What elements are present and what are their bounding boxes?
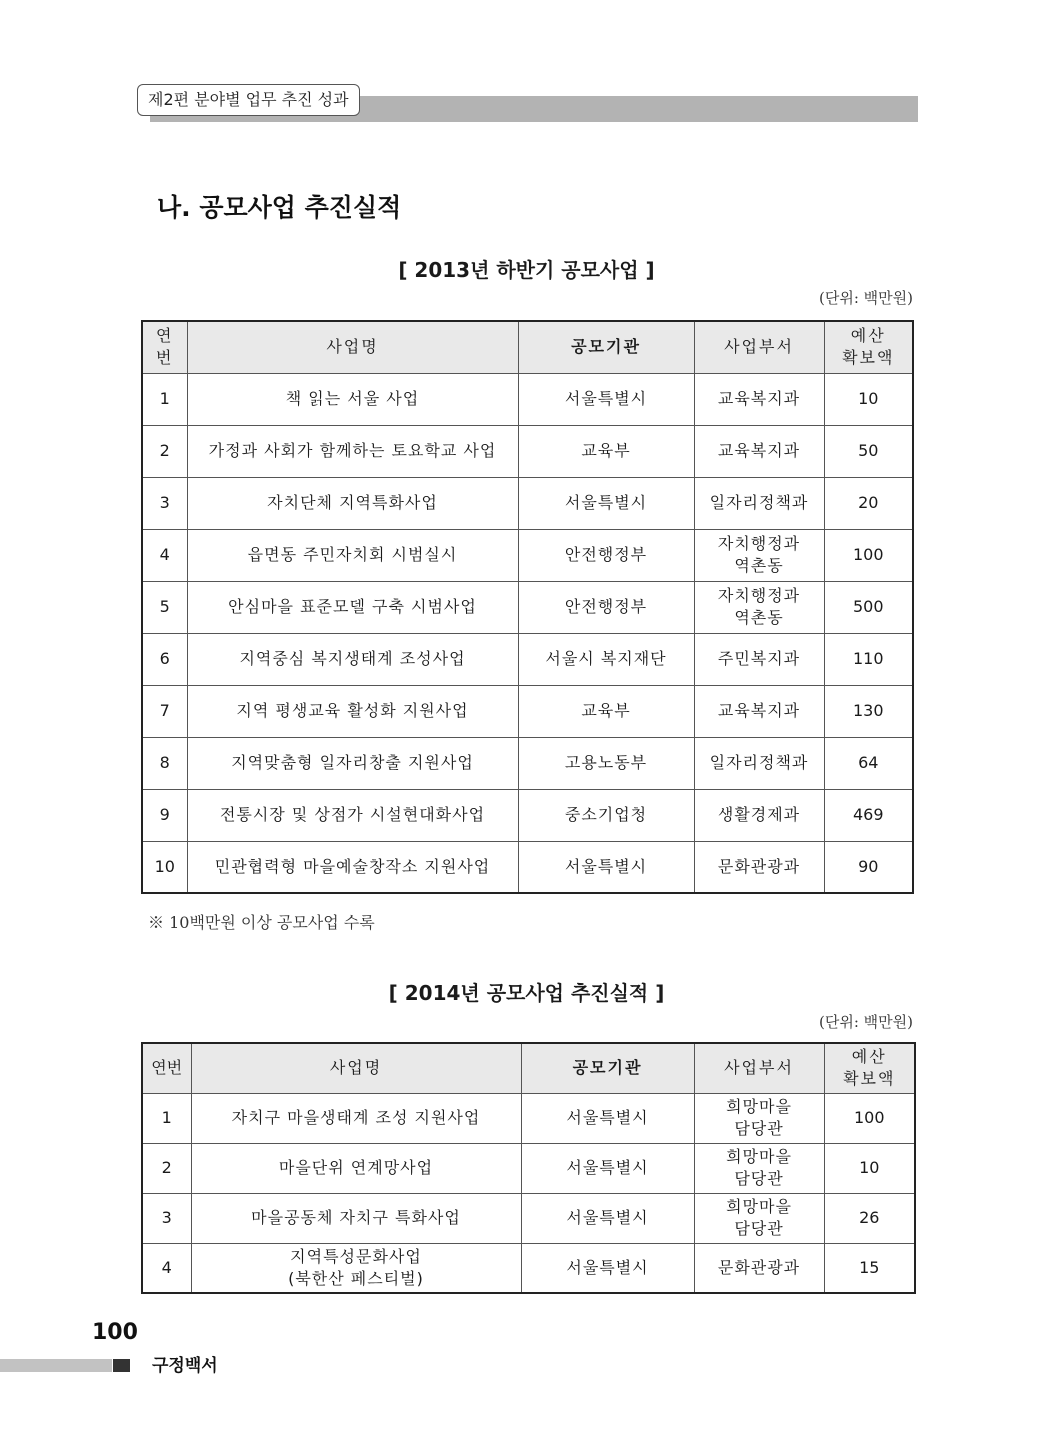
cell-no (142, 789, 187, 841)
table-row (142, 529, 913, 581)
cell-text: 서울특별시 (564, 389, 648, 408)
cell-text: 500 (852, 597, 884, 616)
cell-agency (521, 1143, 694, 1193)
cell-text: 110 (852, 649, 884, 668)
table-header-row (142, 321, 913, 373)
header-budget (824, 1043, 915, 1093)
table-title-2013: [ 2013년 하반기 공모사업 ] (398, 258, 655, 282)
cell-text: 1 (161, 1108, 172, 1127)
cell-text: 6 (159, 649, 170, 668)
cell-project (187, 633, 518, 685)
cell-text: 담당관 (734, 1169, 784, 1188)
page-number: 100 (92, 1320, 138, 1345)
cell-text: 100 (852, 545, 884, 564)
cell-budget (824, 1193, 915, 1243)
cell-project (187, 841, 518, 893)
cell-text: 10 (858, 389, 879, 408)
header-budget (824, 321, 913, 373)
footer-book-title: 구정백서 (152, 1356, 218, 1376)
cell-text: 서울특별시 (564, 856, 648, 876)
header-budget-line2: 확보액 (843, 1069, 896, 1089)
cell-agency (518, 789, 694, 841)
cell-budget (824, 529, 913, 581)
cell-no (142, 737, 187, 789)
cell-dept (694, 373, 824, 425)
cell-text: 9 (159, 805, 170, 824)
cell-text: 20 (858, 493, 879, 512)
table-header-row (142, 1043, 915, 1093)
cell-agency (518, 425, 694, 477)
cell-agency (518, 373, 694, 425)
cell-text: 역촌동 (734, 608, 784, 627)
table-row (142, 1193, 915, 1243)
cell-project (187, 373, 518, 425)
cell-dept (694, 789, 824, 841)
cell-text: 문화관광과 (717, 856, 801, 876)
cell-no (142, 1143, 191, 1193)
header-project: 사업명 (191, 1043, 521, 1093)
cell-no (142, 1243, 191, 1293)
cell-text: 자치행정과 (717, 534, 801, 553)
table-row (142, 841, 913, 893)
cell-dept (694, 425, 824, 477)
cell-text: 주민복지과 (717, 649, 801, 668)
cell-no (142, 685, 187, 737)
table-row (142, 685, 913, 737)
cell-budget (824, 477, 913, 529)
cell-agency (518, 685, 694, 737)
cell-budget (824, 633, 913, 685)
table-2014 (141, 1042, 916, 1294)
cell-budget (824, 373, 913, 425)
cell-text: 희망마을 (726, 1147, 792, 1166)
cell-text: 3 (161, 1208, 172, 1227)
cell-text: 마을단위 연계망사업 (278, 1158, 434, 1177)
table-2013 (141, 320, 914, 894)
cell-agency (521, 1093, 694, 1143)
cell-agency (521, 1193, 694, 1243)
cell-text: 안전행정부 (564, 545, 648, 564)
cell-text: 지역중심 복지생태계 조성사업 (239, 649, 466, 668)
cell-text: 가정과 사회가 함께하는 토요학교 사업 (208, 441, 497, 460)
table-row (142, 373, 913, 425)
cell-project (187, 789, 518, 841)
cell-text: 1 (159, 389, 170, 408)
cell-text: 희망마을 (726, 1097, 792, 1116)
cell-agency (518, 633, 694, 685)
cell-text: 담당관 (734, 1219, 784, 1238)
cell-no (142, 425, 187, 477)
cell-text: 마을공동체 자치구 특화사업 (251, 1208, 461, 1227)
cell-text: 교육복지과 (717, 701, 801, 720)
cell-text: 4 (161, 1257, 172, 1277)
cell-agency (518, 581, 694, 633)
cell-no (142, 633, 187, 685)
chapter-tab: 제2편 분야별 업무 추진 성과 (137, 84, 360, 116)
cell-no (142, 373, 187, 425)
cell-text: 서울특별시 (566, 1108, 649, 1127)
cell-no (142, 529, 187, 581)
section-title: 나. 공모사업 추진실적 (157, 193, 402, 222)
table-row (142, 789, 913, 841)
cell-text: 민관협력형 마을예술창작소 지원사업 (214, 856, 491, 876)
cell-dept (694, 633, 824, 685)
cell-text: 서울특별시 (564, 493, 648, 512)
cell-project (191, 1243, 521, 1293)
cell-project (191, 1193, 521, 1243)
table-row (142, 477, 913, 529)
cell-text: 2 (159, 441, 170, 460)
cell-dept (694, 1193, 824, 1243)
cell-text: 5 (159, 597, 170, 616)
unit-label-2013: (단위: 백만원) (819, 289, 913, 307)
cell-text: 7 (159, 701, 170, 720)
cell-text: 전통시장 및 상점가 시설현대화사업 (219, 805, 486, 824)
cell-project (187, 685, 518, 737)
cell-text: 읍면동 주민자치회 시범실시 (247, 545, 458, 564)
cell-text: 4 (159, 545, 170, 564)
cell-text: 자치구 마을생태계 조성 지원사업 (231, 1108, 481, 1127)
cell-dept (694, 529, 824, 581)
cell-text: 지역특성문화사업 (290, 1246, 422, 1266)
cell-no (142, 581, 187, 633)
header-agency: 공모기관 (518, 321, 694, 373)
header-no: 연번 (142, 1043, 191, 1093)
cell-text: 문화관광과 (717, 1257, 801, 1277)
cell-text: 64 (858, 753, 879, 772)
cell-budget (824, 1093, 915, 1143)
cell-text: 일자리정책과 (709, 493, 809, 512)
cell-dept (694, 1143, 824, 1193)
cell-text: 안심마을 표준모델 구축 시범사업 (228, 597, 477, 616)
cell-text: 역촌동 (734, 556, 784, 575)
note: ※ 10백만원 이상 공모사업 수록 (148, 913, 375, 932)
cell-text: 서울특별시 (566, 1208, 649, 1227)
cell-project (187, 581, 518, 633)
cell-text: 교육부 (581, 701, 631, 720)
cell-project (187, 425, 518, 477)
header-no-line2: 번 (156, 348, 174, 368)
table-row (142, 633, 913, 685)
cell-no (142, 1193, 191, 1243)
cell-dept (694, 841, 824, 893)
cell-dept (694, 1243, 824, 1293)
table-row (142, 737, 913, 789)
cell-project (187, 737, 518, 789)
cell-budget (824, 1243, 915, 1293)
header-agency: 공모기관 (521, 1043, 694, 1093)
cell-budget (824, 841, 913, 893)
cell-project (187, 529, 518, 581)
cell-text: 교육부 (581, 441, 631, 460)
cell-budget (824, 1143, 915, 1193)
table-row (142, 1143, 915, 1193)
table-row (142, 1243, 915, 1293)
table-row (142, 581, 913, 633)
cell-text: 생활경제과 (717, 805, 801, 824)
cell-budget (824, 737, 913, 789)
cell-budget (824, 685, 913, 737)
header-project: 사업명 (187, 321, 518, 373)
cell-text: 서울특별시 (566, 1257, 649, 1277)
cell-text: 중소기업청 (564, 805, 648, 824)
cell-text: 서울특별시 (566, 1158, 649, 1177)
cell-no (142, 477, 187, 529)
cell-agency (518, 737, 694, 789)
cell-text: 50 (858, 441, 879, 460)
cell-text: 2 (161, 1158, 172, 1177)
cell-budget (824, 581, 913, 633)
header-dept: 사업부서 (694, 321, 824, 373)
cell-text: 469 (852, 805, 884, 824)
header-budget-line1: 예산 (851, 1047, 887, 1067)
cell-text: 26 (859, 1208, 880, 1227)
cell-text: 일자리정책과 (709, 753, 809, 772)
cell-text: 지역맞춤형 일자리창출 지원사업 (231, 753, 474, 772)
cell-text: 고용노동부 (564, 753, 648, 772)
cell-text: 130 (852, 701, 884, 720)
table-title-2014: [ 2014년 공모사업 추진실적 ] (388, 981, 665, 1005)
cell-project (187, 477, 518, 529)
cell-agency (518, 841, 694, 893)
cell-text: 10 (859, 1158, 880, 1177)
cell-dept (694, 581, 824, 633)
table-row (142, 1093, 915, 1143)
cell-text: 서울시 복지재단 (545, 649, 667, 668)
cell-no (142, 841, 187, 893)
cell-dept (694, 737, 824, 789)
header-dept: 사업부서 (694, 1043, 824, 1093)
cell-text: 3 (159, 493, 170, 512)
footer-square (113, 1359, 130, 1372)
header-no-line1: 연 (156, 326, 174, 346)
cell-text: 교육복지과 (717, 441, 801, 460)
cell-budget (824, 789, 913, 841)
cell-text: 100 (853, 1108, 885, 1127)
cell-text: 희망마을 (726, 1197, 792, 1216)
cell-text: 지역 평생교육 활성화 지원사업 (236, 701, 469, 720)
header-budget-line2: 확보액 (842, 348, 895, 368)
cell-dept (694, 685, 824, 737)
cell-budget (824, 425, 913, 477)
cell-text: (북한산 페스티벌) (288, 1268, 424, 1288)
cell-text: 자치행정과 (717, 586, 801, 605)
cell-agency (518, 477, 694, 529)
cell-text: 자치단체 지역특화사업 (267, 493, 438, 512)
cell-text: 8 (159, 753, 170, 772)
table-row (142, 425, 913, 477)
cell-text: 담당관 (734, 1119, 784, 1138)
cell-text: 안전행정부 (564, 597, 648, 616)
cell-text: 15 (859, 1257, 880, 1277)
footer-bar (0, 1359, 112, 1372)
cell-dept (694, 1093, 824, 1143)
cell-text: 책 읽는 서울 사업 (285, 389, 420, 408)
header-no (142, 321, 187, 373)
cell-agency (521, 1243, 694, 1293)
cell-text: 90 (858, 856, 879, 876)
cell-agency (518, 529, 694, 581)
unit-label-2014: (단위: 백만원) (819, 1013, 913, 1031)
header-budget-line1: 예산 (850, 326, 886, 346)
cell-project (191, 1143, 521, 1193)
cell-text: 10 (154, 856, 175, 876)
cell-text: 교육복지과 (717, 389, 801, 408)
cell-dept (694, 477, 824, 529)
cell-project (191, 1093, 521, 1143)
cell-no (142, 1093, 191, 1143)
